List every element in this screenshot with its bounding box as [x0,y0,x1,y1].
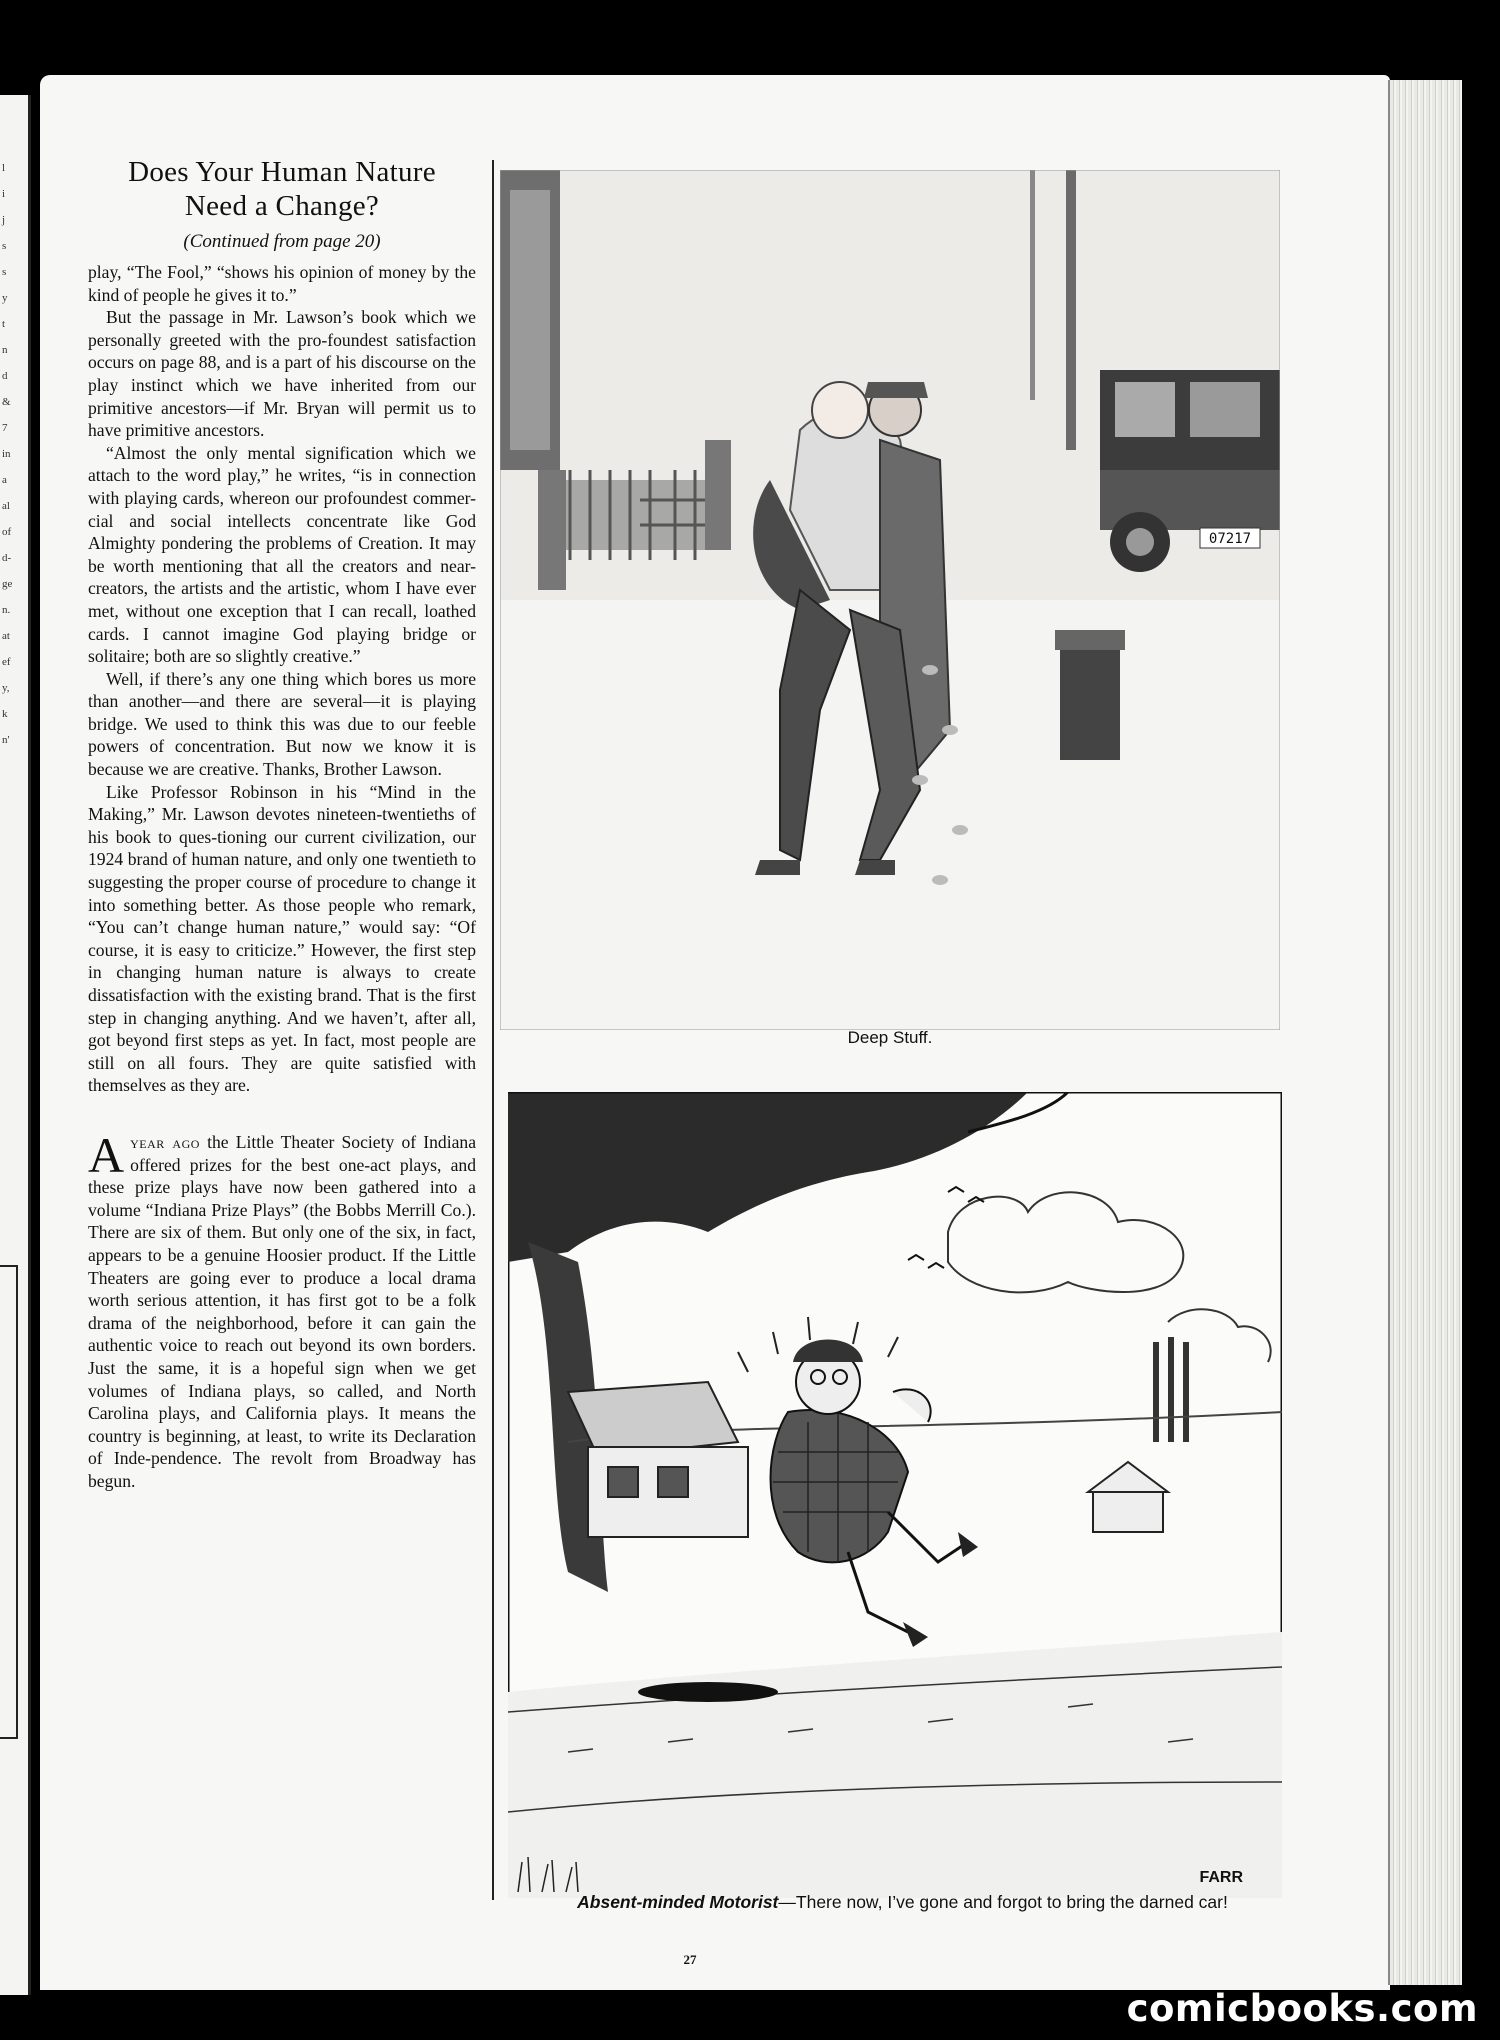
facing-page-fragment: i [2,188,6,200]
facing-page-fragment: l [2,162,6,174]
facing-page-fragment: s [2,266,7,278]
facing-page-fragment: 7 [2,422,8,434]
book-page-edges [1388,80,1462,1985]
facing-page-fragment: n [2,344,8,356]
facing-page-fragment: j [2,214,6,226]
continued-note: (Continued from page 20) [183,231,381,252]
paragraph: Like Professor Robinson in his “Mind in the Making,” Mr. Lawson devotes nineteen-twentieths of his book to ques-tioning our current civilization, our 1924 brand of human nature, and only one twentieth to suggesting the proper course of procedure to change it into something better. As those people who remark, “You can’t change human nature,” would say: “Of course, it is easy to criticize.” However, the first step in changing human nature is always to create dissatisfaction with the existing brand. That is the first step in changing anything. And we haven’t, after all, got beyond first steps as yet. In fact, most people are still on all fours. They are quite satisfied with themselves as they are. [88,781,476,1096]
section-2-paragraph [88,1126,476,1493]
facing-page-fragment: of [2,526,12,538]
paragraph: Well, if there’s any one thing which bores us more than another—and there are several—it is playing bridge. We used to think this was due to our feeble powers of concentration. But now we know it is because we are creative. Thanks, Brother Lawson. [88,668,476,780]
facing-page-box [0,1265,18,1739]
caption-absent-minded-motorist [520,1892,1285,1913]
section-2-text: the Little Theater Society of Indiana offered prizes for the best one-act plays, and these prize plays have now been gathered into a volume “Indiana Prize Plays” (the Bobbs Merrill Co.). There are six of them. But only one of the six, in fact, appears to be a genuine Hoosier product. If the Little Theaters are going ever to produce a local drama worth serious attention, it has first got to be a folk drama of the neighborhood, before it can gain the authentic voice to reach out beyond its own borders. Just the same, it is a hopeful sign when we get volumes of Indiana plays, so called, and North Carolina plays, and California plays. It means the country is beginning, at least, to write its Declaration of Inde-pendence. The revolt from Broadway has begun. [88,1131,476,1491]
article-body [88,261,476,1492]
drop-cap: A [88,1126,125,1183]
paragraph: But the passage in Mr. Lawson’s book which we personally greeted with the pro-foundest satisfaction occurs on page 88, and is a part of his discourse on the play instinct which we have inherited from our primitive ancestors—if Mr. Bryan will permit us to have primitive ancestors. [88,307,476,441]
small-caps-lead: year ago [130,1131,200,1152]
title-line-1: Does Your Human Nature [128,156,436,188]
article-column [88,155,476,1492]
caption-title: Absent-minded Motorist [577,1892,779,1912]
motorist-cartoon-drawing [508,1092,1282,1898]
paragraph: “Almost the only mental signification which we attach to the word play,” he writes, “is in connection with playing cards, whereon our profoundest commer-cial and social intellects concentrate like God Almighty pondering the problems of Creation. It may be worth mentioning that all the creators and near-creators, the artists and the artistic, whom I have ever met, without one exception that I can recall, loathed cards. I cannot imagine God playing bridge or solitaire; both are so slightly creative.” [88,442,476,667]
facing-page-text-fragments [2,155,24,753]
facing-page-fragment: n' [2,734,10,746]
facing-page-fragment: al [2,500,10,512]
facing-page-fragment: d- [2,552,12,564]
deep-stuff-drawing [500,170,1280,1030]
title-line-2: Need a Change? [184,190,380,222]
facing-page-fragment: & [2,396,11,408]
illustration-deep-stuff [500,170,1280,1030]
article-title [88,155,476,223]
facing-page-fragment: y, [2,682,10,694]
facing-page-fragment: a [2,474,7,486]
facing-page-fragment: at [2,630,10,642]
facing-page-fragment: d [2,370,8,382]
caption-text: —There now, I’ve gone and forgot to bring the darned car! [778,1892,1228,1912]
facing-page-fragment: t [2,318,6,330]
watermark: comicbooks.com [1126,1987,1478,2030]
column-rule [492,160,494,1900]
facing-page-fragment: n. [2,604,11,616]
cartoon-absent-minded-motorist [508,1092,1282,1898]
license-plate: 07217 [1208,531,1252,547]
facing-page-fragment: in [2,448,11,460]
paragraph: play, “The Fool,” “shows his opinion of money by the kind of people he gives it to.” [88,262,476,305]
page-number: 27 [683,1952,697,1967]
facing-page-fragment: ef [2,656,11,668]
facing-page-fragment: y [2,292,8,304]
facing-page-fragment: s [2,240,7,252]
facing-page-fragment: k [2,708,8,720]
facing-page-fragment: ge [2,578,13,590]
cartoonist-signature: FARR [1199,1869,1243,1886]
caption-deep-stuff: Deep Stuff. [847,1028,933,1047]
